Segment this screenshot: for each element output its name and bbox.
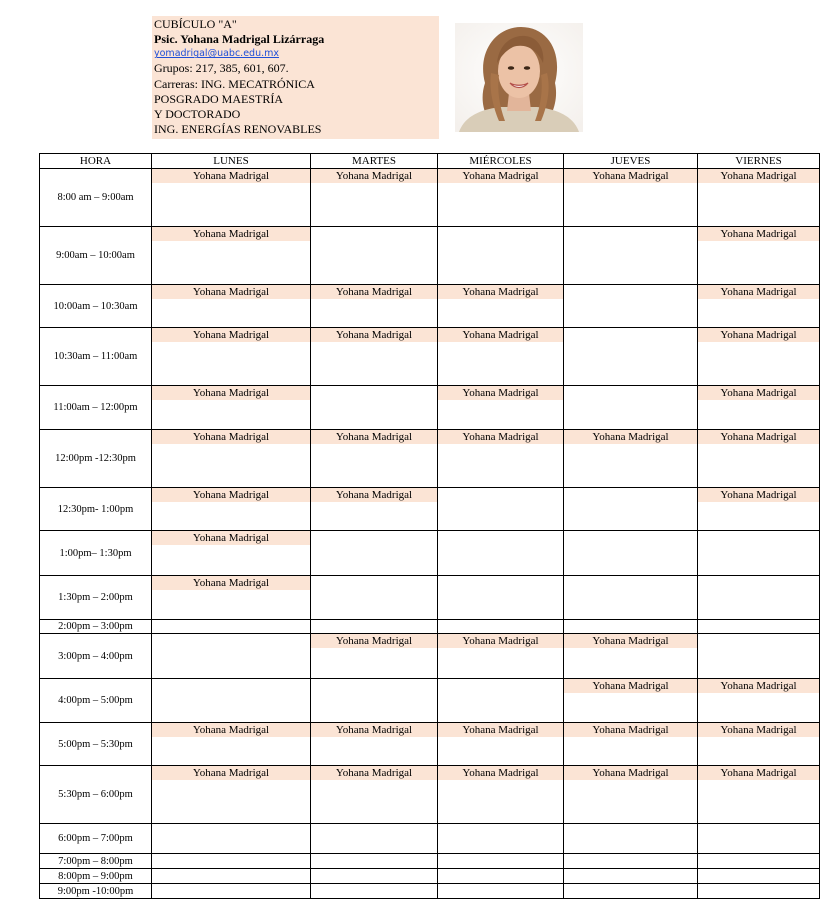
schedule-cell bbox=[564, 824, 698, 854]
schedule-cell bbox=[698, 884, 820, 899]
schedule-cell bbox=[311, 884, 438, 899]
schedule-cell bbox=[152, 679, 311, 723]
appointment-label: Yohana Madrigal bbox=[698, 430, 819, 444]
appointment-label: Yohana Madrigal bbox=[152, 285, 310, 299]
appointment-label: Yohana Madrigal bbox=[438, 285, 563, 299]
appointment-label: Yohana Madrigal bbox=[152, 488, 310, 502]
appointment-label: Yohana Madrigal bbox=[698, 386, 819, 400]
schedule-cell bbox=[698, 576, 820, 620]
table-row bbox=[40, 488, 820, 531]
appointment-label: Yohana Madrigal bbox=[564, 634, 697, 648]
schedule-cell bbox=[152, 723, 311, 766]
schedule-cell bbox=[438, 634, 564, 679]
schedule-cell bbox=[564, 386, 698, 430]
schedule-cell bbox=[152, 285, 311, 328]
table-row bbox=[40, 328, 820, 386]
hour-cell: 11:00am – 12:00pm bbox=[40, 386, 152, 430]
doctorate-text: Y DOCTORADO bbox=[154, 107, 241, 122]
hour-cell: 12:00pm -12:30pm bbox=[40, 430, 152, 488]
schedule-cell bbox=[311, 285, 438, 328]
appointment-label: Yohana Madrigal bbox=[152, 328, 310, 342]
schedule-cell bbox=[438, 723, 564, 766]
schedule-cell bbox=[564, 766, 698, 824]
schedule-cell bbox=[152, 869, 311, 884]
schedule-cell bbox=[564, 488, 698, 531]
schedule-table bbox=[39, 153, 820, 899]
schedule-cell bbox=[564, 723, 698, 766]
schedule-cell bbox=[698, 869, 820, 884]
schedule-cell bbox=[152, 386, 311, 430]
appointment-label: Yohana Madrigal bbox=[698, 488, 819, 502]
table-row bbox=[40, 679, 820, 723]
appointment-label: Yohana Madrigal bbox=[152, 531, 310, 545]
schedule-cell bbox=[152, 766, 311, 824]
schedule-cell bbox=[564, 430, 698, 488]
table-row bbox=[40, 723, 820, 766]
hour-cell: 8:00 am – 9:00am bbox=[40, 169, 152, 227]
schedule-cell bbox=[698, 824, 820, 854]
schedule-cell bbox=[311, 854, 438, 869]
appointment-label: Yohana Madrigal bbox=[438, 430, 563, 444]
schedule-cell bbox=[438, 766, 564, 824]
contact-info-panel bbox=[152, 16, 439, 139]
schedule-cell bbox=[698, 227, 820, 285]
schedule-cell bbox=[564, 531, 698, 576]
schedule-cell bbox=[152, 430, 311, 488]
appointment-label: Yohana Madrigal bbox=[438, 328, 563, 342]
appointment-label: Yohana Madrigal bbox=[152, 766, 310, 780]
table-row bbox=[40, 227, 820, 285]
col-header-martes: MARTES bbox=[311, 154, 438, 169]
appointment-label: Yohana Madrigal bbox=[152, 227, 310, 241]
hour-cell: 4:00pm – 5:00pm bbox=[40, 679, 152, 723]
appointment-label: Yohana Madrigal bbox=[311, 285, 437, 299]
schedule-cell bbox=[311, 824, 438, 854]
schedule-cell bbox=[438, 169, 564, 227]
schedule-cell bbox=[698, 328, 820, 386]
appointment-label: Yohana Madrigal bbox=[564, 169, 697, 183]
hour-cell: 9:00am – 10:00am bbox=[40, 227, 152, 285]
schedule-cell bbox=[311, 430, 438, 488]
appointment-label: Yohana Madrigal bbox=[152, 430, 310, 444]
table-row bbox=[40, 884, 820, 899]
schedule-cell bbox=[438, 488, 564, 531]
schedule-cell bbox=[698, 169, 820, 227]
schedule-cell bbox=[564, 620, 698, 634]
schedule-cell bbox=[152, 531, 311, 576]
postgrad-text: POSGRADO MAESTRÍA bbox=[154, 91, 284, 106]
schedule-cell bbox=[311, 766, 438, 824]
cubicle-label: CUBÍCULO "A" bbox=[154, 17, 237, 31]
appointment-label: Yohana Madrigal bbox=[311, 723, 437, 737]
schedule-cell bbox=[564, 328, 698, 386]
hour-cell: 5:30pm – 6:00pm bbox=[40, 766, 152, 824]
schedule-cell bbox=[698, 723, 820, 766]
schedule-cell bbox=[438, 386, 564, 430]
schedule-cell bbox=[311, 620, 438, 634]
appointment-label: Yohana Madrigal bbox=[152, 576, 310, 590]
schedule-cell bbox=[698, 620, 820, 634]
hour-cell: 12:30pm- 1:00pm bbox=[40, 488, 152, 531]
schedule-cell bbox=[564, 227, 698, 285]
col-header-hora: HORA bbox=[40, 154, 152, 169]
col-header-miercoles: MIÉRCOLES bbox=[438, 154, 564, 169]
schedule-cell bbox=[152, 227, 311, 285]
table-row bbox=[40, 634, 820, 679]
appointment-label: Yohana Madrigal bbox=[564, 430, 697, 444]
schedule-cell bbox=[311, 634, 438, 679]
hour-cell: 1:30pm – 2:00pm bbox=[40, 576, 152, 620]
appointment-label: Yohana Madrigal bbox=[698, 227, 819, 241]
schedule-cell bbox=[152, 328, 311, 386]
schedule-cell bbox=[698, 854, 820, 869]
appointment-label: Yohana Madrigal bbox=[438, 169, 563, 183]
schedule-cell bbox=[311, 531, 438, 576]
appointment-label: Yohana Madrigal bbox=[152, 169, 310, 183]
schedule-cell bbox=[698, 386, 820, 430]
schedule-cell bbox=[438, 854, 564, 869]
schedule-cell bbox=[152, 854, 311, 869]
hour-cell: 8:00pm – 9:00pm bbox=[40, 869, 152, 884]
table-row bbox=[40, 766, 820, 824]
appointment-label: Yohana Madrigal bbox=[152, 723, 310, 737]
hour-cell: 7:00pm – 8:00pm bbox=[40, 854, 152, 869]
schedule-cell bbox=[438, 328, 564, 386]
schedule-cell bbox=[438, 869, 564, 884]
appointment-label: Yohana Madrigal bbox=[311, 488, 437, 502]
schedule-cell bbox=[564, 285, 698, 328]
schedule-cell bbox=[698, 766, 820, 824]
col-header-lunes: LUNES bbox=[152, 154, 311, 169]
schedule-cell bbox=[311, 679, 438, 723]
schedule-cell bbox=[438, 620, 564, 634]
schedule-cell bbox=[438, 285, 564, 328]
table-row bbox=[40, 576, 820, 620]
hour-cell: 2:00pm – 3:00pm bbox=[40, 620, 152, 634]
appointment-label: Yohana Madrigal bbox=[698, 766, 819, 780]
table-row bbox=[40, 386, 820, 430]
table-row bbox=[40, 824, 820, 854]
col-header-viernes: VIERNES bbox=[698, 154, 820, 169]
schedule-cell bbox=[438, 430, 564, 488]
appointment-label: Yohana Madrigal bbox=[152, 386, 310, 400]
schedule-cell bbox=[311, 169, 438, 227]
appointment-label: Yohana Madrigal bbox=[698, 328, 819, 342]
schedule-cell bbox=[438, 884, 564, 899]
groups-text: Grupos: 217, 385, 601, 607. bbox=[154, 61, 289, 76]
table-row bbox=[40, 430, 820, 488]
schedule-cell bbox=[438, 531, 564, 576]
schedule-cell bbox=[698, 430, 820, 488]
appointment-label: Yohana Madrigal bbox=[564, 723, 697, 737]
appointment-label: Yohana Madrigal bbox=[698, 723, 819, 737]
appointment-label: Yohana Madrigal bbox=[564, 679, 697, 693]
schedule-cell bbox=[152, 884, 311, 899]
hour-cell: 10:00am – 10:30am bbox=[40, 285, 152, 328]
schedule-cell bbox=[564, 869, 698, 884]
schedule-cell bbox=[311, 576, 438, 620]
appointment-label: Yohana Madrigal bbox=[311, 169, 437, 183]
appointment-label: Yohana Madrigal bbox=[311, 634, 437, 648]
appointment-label: Yohana Madrigal bbox=[564, 766, 697, 780]
schedule-cell bbox=[311, 488, 438, 531]
schedule-cell bbox=[152, 576, 311, 620]
table-row bbox=[40, 620, 820, 634]
appointment-label: Yohana Madrigal bbox=[438, 723, 563, 737]
appointment-label: Yohana Madrigal bbox=[698, 285, 819, 299]
hour-cell: 3:00pm – 4:00pm bbox=[40, 634, 152, 679]
schedule-cell bbox=[698, 531, 820, 576]
schedule-cell bbox=[311, 723, 438, 766]
table-row bbox=[40, 169, 820, 227]
schedule-cell bbox=[564, 679, 698, 723]
schedule-cell bbox=[152, 169, 311, 227]
schedule-cell bbox=[564, 169, 698, 227]
table-row bbox=[40, 869, 820, 884]
schedule-cell bbox=[311, 386, 438, 430]
schedule-cell bbox=[311, 869, 438, 884]
person-portrait-icon bbox=[455, 23, 583, 132]
appointment-label: Yohana Madrigal bbox=[311, 328, 437, 342]
table-row bbox=[40, 854, 820, 869]
appointment-label: Yohana Madrigal bbox=[438, 386, 563, 400]
schedule-cell bbox=[438, 576, 564, 620]
schedule-cell bbox=[698, 679, 820, 723]
schedule-cell bbox=[564, 854, 698, 869]
schedule-cell bbox=[152, 634, 311, 679]
email-link[interactable]: yomadrigal@uabc.edu.mx bbox=[154, 48, 279, 60]
appointment-label: Yohana Madrigal bbox=[311, 430, 437, 444]
schedule-cell bbox=[438, 824, 564, 854]
appointment-label: Yohana Madrigal bbox=[438, 634, 563, 648]
appointment-label: Yohana Madrigal bbox=[698, 169, 819, 183]
schedule-cell bbox=[152, 488, 311, 531]
appointment-label: Yohana Madrigal bbox=[311, 766, 437, 780]
hour-cell: 5:00pm – 5:30pm bbox=[40, 723, 152, 766]
schedule-cell bbox=[564, 576, 698, 620]
schedule-cell bbox=[698, 488, 820, 531]
schedule-cell bbox=[438, 679, 564, 723]
hour-cell: 10:30am – 11:00am bbox=[40, 328, 152, 386]
schedule-cell bbox=[564, 884, 698, 899]
schedule-cell bbox=[564, 634, 698, 679]
table-row bbox=[40, 531, 820, 576]
appointment-label: Yohana Madrigal bbox=[698, 679, 819, 693]
professor-name: Psic. Yohana Madrigal Lizárraga bbox=[154, 32, 325, 47]
schedule-cell bbox=[311, 227, 438, 285]
hour-cell: 6:00pm – 7:00pm bbox=[40, 824, 152, 854]
schedule-cell bbox=[311, 328, 438, 386]
hour-cell: 9:00pm -10:00pm bbox=[40, 884, 152, 899]
schedule-cell bbox=[152, 620, 311, 634]
schedule-cell bbox=[698, 285, 820, 328]
careers-text: Carreras: ING. MECATRÓNICA bbox=[154, 76, 315, 91]
appointment-label: Yohana Madrigal bbox=[438, 766, 563, 780]
energy-career-text: ING. ENERGÍAS RENOVABLES bbox=[154, 122, 322, 137]
table-row bbox=[40, 285, 820, 328]
hour-cell: 1:00pm– 1:30pm bbox=[40, 531, 152, 576]
col-header-jueves: JUEVES bbox=[564, 154, 698, 169]
schedule-cell bbox=[698, 634, 820, 679]
schedule-header-row bbox=[40, 154, 820, 169]
schedule-cell bbox=[152, 824, 311, 854]
schedule-cell bbox=[438, 227, 564, 285]
